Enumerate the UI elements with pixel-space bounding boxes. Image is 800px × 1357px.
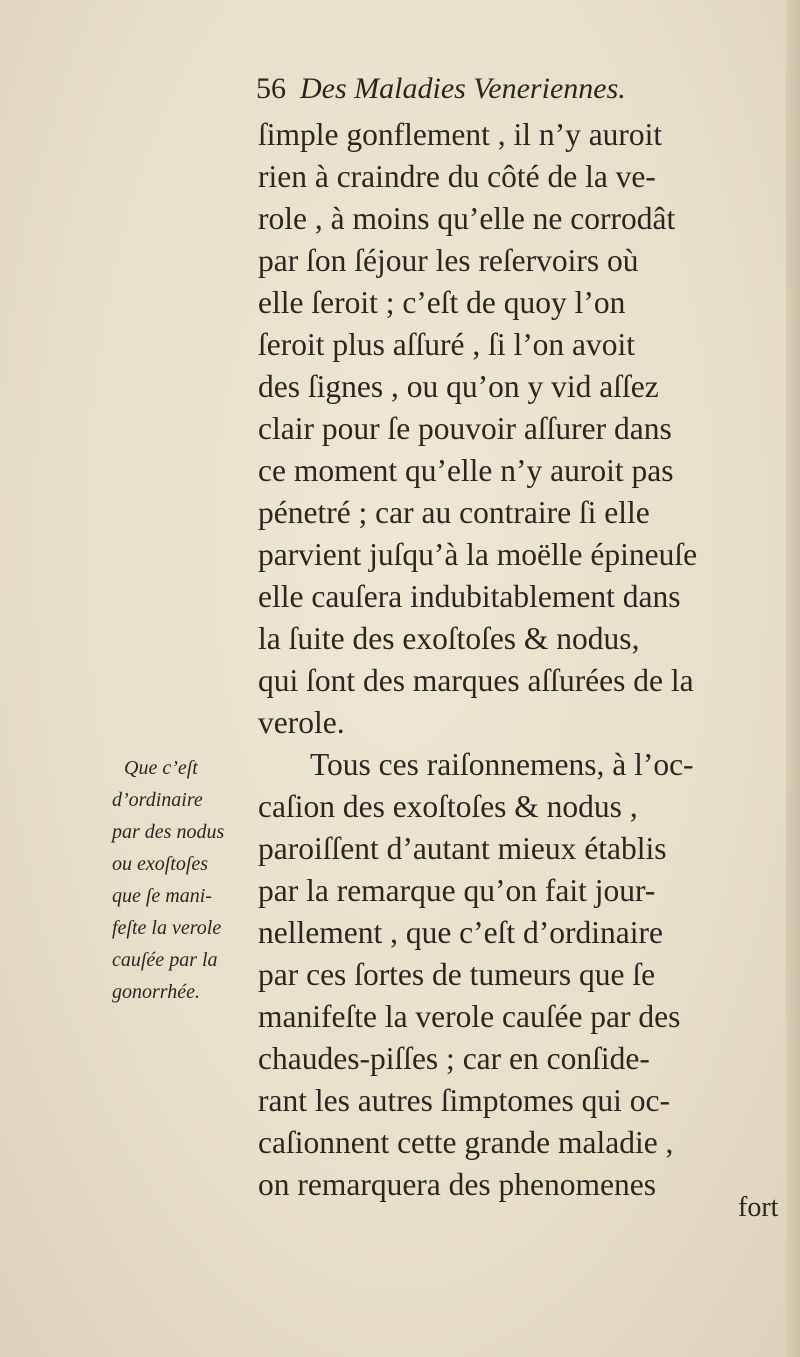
text-line: caſionnent cette grande maladie , bbox=[258, 1125, 674, 1160]
catchword: fort bbox=[738, 1192, 779, 1223]
text-line: par la remarque qu’on fait jour- bbox=[258, 873, 656, 908]
text-line: ſimple gonflement , il n’y auroit bbox=[258, 117, 663, 152]
text-line: ſeroit plus aſſuré , ſi l’on avoit bbox=[258, 327, 636, 362]
marginal-note-line: ou exoſtoſes bbox=[112, 853, 209, 875]
marginal-note-line: feſte la verole bbox=[112, 917, 222, 939]
text-line: verole. bbox=[258, 705, 345, 740]
text-line: paroiſſent d’autant mieux établis bbox=[258, 831, 667, 866]
running-title: Des Maladies Veneriennes. bbox=[300, 72, 626, 105]
marginal-note-line: par des nodus bbox=[112, 821, 225, 843]
marginal-note-line: cauſée par la bbox=[112, 949, 218, 971]
text-line: chaudes-piſſes ; car en conſide- bbox=[258, 1041, 650, 1076]
text-line: clair pour ſe pouvoir aſſurer dans bbox=[258, 411, 672, 446]
marginal-note-line: d’ordinaire bbox=[112, 789, 203, 811]
text-line: qui ſont des marques aſſurées de la bbox=[258, 663, 694, 698]
paragraph-start-line: Tous ces raiſonnemens, à l’oc- bbox=[310, 747, 694, 782]
text-line: pénetré ; car au contraire ſi elle bbox=[258, 495, 650, 530]
text-line: par ſon ſéjour les reſervoirs où bbox=[258, 243, 639, 278]
marginal-note-line: Que c’eſt bbox=[124, 757, 198, 779]
marginal-note-line: gonorrhée. bbox=[112, 981, 200, 1003]
text-line: nellement , que c’eſt d’ordinaire bbox=[258, 915, 663, 950]
text-line: caſion des exoſtoſes & nodus , bbox=[258, 789, 638, 824]
text-line: manifeſte la verole cauſée par des bbox=[258, 999, 681, 1034]
text-line: rant les autres ſimptomes qui oc- bbox=[258, 1083, 671, 1118]
text-line: role , à moins qu’elle ne corrodât bbox=[258, 201, 676, 236]
text-line: ce moment qu’elle n’y auroit pas bbox=[258, 453, 674, 488]
text-line: parvient juſqu’à la moëlle épineuſe bbox=[258, 537, 698, 572]
running-header bbox=[256, 72, 626, 106]
text-line: rien à craindre du côté de la ve- bbox=[258, 159, 656, 194]
text-line: des ſignes , ou qu’on y vid aſſez bbox=[258, 369, 659, 404]
text-line: on remarquera des phenomenes bbox=[258, 1167, 656, 1202]
text-line: par ces ſortes de tumeurs que ſe bbox=[258, 957, 656, 992]
text-line: la ſuite des exoſtoſes & nodus, bbox=[258, 621, 640, 656]
text-line: elle ſeroit ; c’eſt de quoy l’on bbox=[258, 285, 626, 320]
page-number: 56 bbox=[256, 72, 286, 105]
page-edge bbox=[786, 0, 800, 1357]
marginal-note-line: que ſe mani- bbox=[112, 885, 212, 907]
text-line: elle cauſera indubitablement dans bbox=[258, 579, 681, 614]
